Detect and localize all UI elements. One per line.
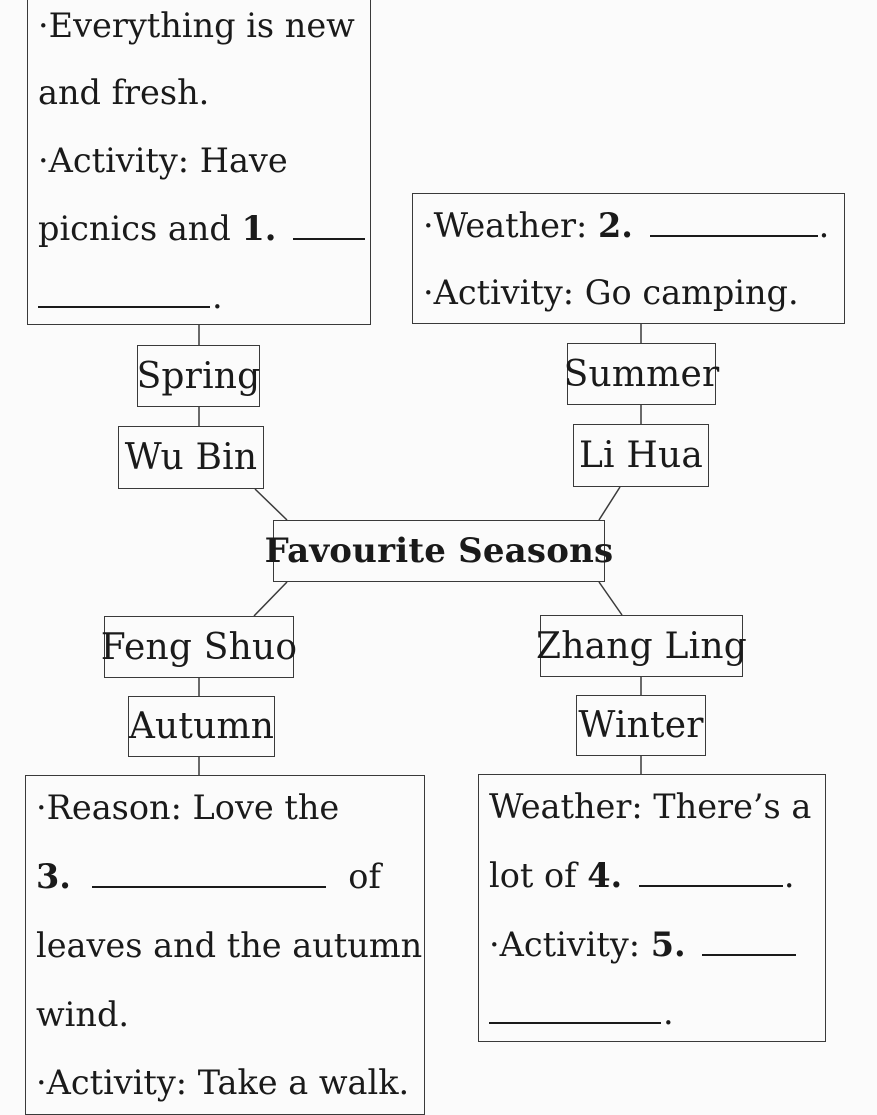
summer-note-box: [412, 193, 845, 324]
autumn-note-line-2: [36, 857, 381, 896]
winter-note-line-4: [489, 993, 674, 1032]
summer-note-line-1: [423, 206, 829, 245]
winter-season-box: [576, 695, 706, 756]
autumn-note-line-1: ·Reason: Love the: [36, 788, 340, 827]
blank-4-number: 4.: [587, 856, 623, 895]
blank-1-number: 1.: [241, 209, 277, 248]
blank-2-line: [650, 235, 818, 237]
spring-season-label: Spring: [136, 355, 261, 397]
center-title: Favourite Seasons: [264, 531, 614, 571]
winter-note-box: [478, 774, 826, 1042]
winter-note-activity-text: ·Activity:: [489, 925, 641, 964]
winter-note-line-2-end: .: [783, 856, 795, 895]
spring-name-label: Wu Bin: [124, 437, 258, 478]
spring-season-box: [137, 345, 260, 407]
blank-1-line-b: [38, 306, 210, 308]
autumn-note-box: [25, 775, 425, 1115]
autumn-season-box: [128, 696, 275, 757]
winter-name-label: Zhang Ling: [536, 625, 747, 667]
blank-1-line-a: [293, 238, 365, 240]
winter-note-line-1: Weather: There’s a: [489, 787, 812, 826]
line-lihua-to-center: [599, 487, 620, 520]
summer-name-box: [573, 424, 709, 487]
summer-note-weather-end: .: [818, 206, 830, 245]
blank-3-line: [92, 886, 326, 888]
spring-note-line-1: ·Everything is new: [38, 6, 355, 45]
blank-5-line-a: [702, 954, 796, 956]
summer-note-weather-text: ·Weather:: [423, 206, 588, 245]
winter-note-line-3: [489, 925, 802, 964]
autumn-note-line-5: ·Activity: Take a walk.: [36, 1063, 410, 1102]
summer-season-label: Summer: [563, 353, 720, 395]
winter-name-box: [536, 615, 747, 677]
summer-name-label: Li Hua: [578, 435, 704, 476]
blank-2-number: 2.: [597, 206, 633, 245]
spring-note-end: .: [212, 277, 223, 316]
blank-3-number: 3.: [36, 857, 71, 896]
autumn-season-label: Autumn: [128, 706, 275, 747]
blank-5-line-b: [489, 1022, 661, 1024]
autumn-note-line-3: leaves and the autumn: [36, 926, 423, 965]
winter-season-label: Winter: [578, 705, 704, 746]
winter-note-line-2-text: lot of: [489, 856, 577, 895]
spring-note-box: [27, 0, 371, 325]
blank-4-line: [639, 885, 783, 887]
summer-season-box: [563, 343, 720, 405]
spring-note-line-3: ·Activity: Have: [38, 141, 288, 180]
autumn-note-line-2-end: of: [348, 857, 381, 896]
line-center-to-fengshuo: [254, 582, 287, 616]
line-center-to-zhangling: [599, 582, 622, 615]
blank-5-number: 5.: [650, 925, 686, 964]
spring-note-line-5: [38, 277, 223, 316]
spring-note-line-4: [38, 209, 371, 248]
winter-note-line-2: [489, 856, 795, 895]
summer-note-line-2: ·Activity: Go camping.: [423, 273, 799, 312]
spring-name-box: [118, 426, 264, 489]
line-wubin-to-center: [255, 489, 287, 520]
autumn-note-line-4: wind.: [36, 995, 130, 1034]
autumn-name-box: [100, 616, 298, 678]
spring-note-line-2: and fresh.: [38, 73, 210, 112]
autumn-name-label: Feng Shuo: [100, 626, 298, 668]
winter-note-end: .: [663, 993, 674, 1032]
spring-note-line-4-text: picnics and: [38, 209, 231, 248]
center-title-box: [264, 520, 614, 582]
